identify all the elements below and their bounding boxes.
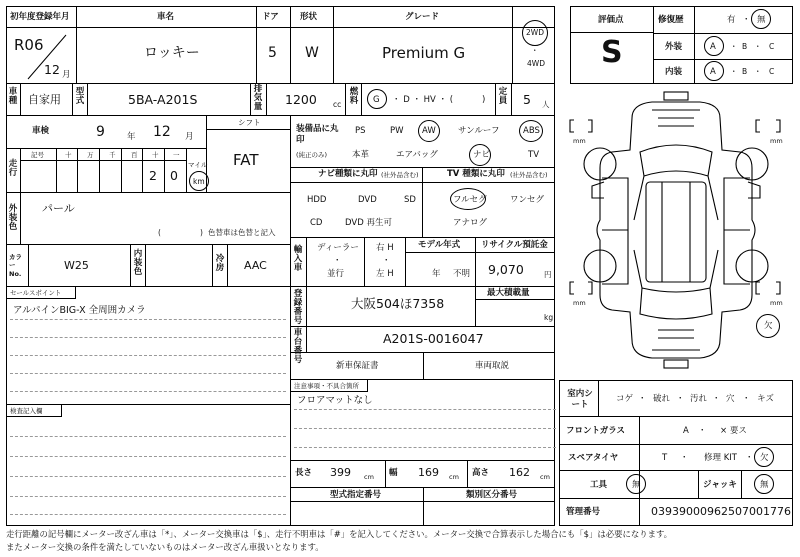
tv-oneseg: ワンセグ [510, 195, 545, 205]
recycle-unit: 円 [544, 270, 552, 279]
mileage-col-ten-thousand: 十 [65, 151, 72, 159]
capacity-unit: 人 [542, 100, 550, 109]
equip-abs: ABS [523, 126, 540, 136]
registration-value: 大阪504ほ7358 [351, 296, 445, 311]
footer-line-2: またメーター交換の条件を満たしていないものはメーター改ざん車扱いとなります。 [6, 542, 324, 552]
grade-label: グレード [405, 12, 440, 22]
shape-label: 形状 [300, 12, 318, 22]
mileage-digit-ten: 2 [149, 168, 157, 183]
navi-sd: SD [404, 195, 416, 205]
sales-point-text: アルパインBIG-X 全周囲カメラ [13, 305, 146, 316]
drive-4wd: 4WD [527, 59, 545, 68]
height-label: 高さ [472, 468, 490, 478]
mileage-mile: マイル [188, 161, 208, 169]
equip-pw: PW [390, 126, 404, 136]
equipment-label: 装備品に丸印 [296, 124, 339, 146]
mm-rear-left: mm [573, 299, 586, 307]
jack-label: ジャッキ [703, 480, 737, 490]
equip-tv: TV [528, 150, 540, 160]
displacement-value: 1200 [285, 92, 317, 107]
registration-label: 登録番号 [293, 289, 303, 326]
tv-analog: アナログ [453, 218, 488, 228]
max-load-label: 最大積載量 [487, 288, 530, 298]
interior-color-label: 内装色 [133, 249, 143, 277]
equip-ps: PS [355, 126, 366, 136]
equip-navi: ナビ [473, 150, 491, 160]
first-reg-month: 12 [44, 62, 60, 77]
equip-sunroof: サンルーフ [458, 126, 500, 136]
first-reg-month-unit: 月 [62, 70, 71, 80]
seat-label: 室内シート [567, 389, 593, 411]
fuel-g: G [373, 95, 380, 105]
ac-label: 冷房 [215, 254, 225, 273]
spare-dot-1: ・ [680, 453, 689, 463]
chassis-label: 車台番号 [293, 328, 303, 365]
mileage-col-hundred: 百 [131, 151, 138, 159]
exterior-label: 外装 [665, 42, 683, 52]
import-dealer: ディーラー [317, 243, 359, 253]
tv-type-note: (社外品含む) [510, 171, 548, 179]
navi-cd: CD [310, 218, 323, 228]
mileage-digit-one: 0 [170, 168, 178, 183]
navi-type-label: ナビ種類に丸印 [318, 169, 378, 179]
exterior-dot-1: ・ [730, 42, 738, 51]
exterior-dot-2: ・ [754, 42, 762, 51]
color-paren-close: ) [200, 228, 203, 237]
footer-line-1: 走行距離の記号欄にメーター改ざん車は「*」、メーター交換車は「$」、走行不明車は「#」を記入してください。メーター交換で合算表示した場合にも「$」は必要になります。 [6, 529, 673, 539]
first-reg-era-year: R06 [14, 36, 44, 54]
body-shape: W [305, 45, 319, 61]
fuel-close: ) [482, 95, 486, 105]
seat-yogore: 汚れ [690, 394, 708, 404]
car-name-label: 車名 [157, 12, 175, 22]
score-value: S [601, 35, 623, 70]
length-value: 399 [330, 466, 351, 479]
navi-type-note: (社外品含む) [381, 171, 419, 179]
manual-label: 車両取説 [475, 361, 510, 371]
ac-value: AAC [244, 259, 267, 272]
windshield-x: × 要ス [720, 426, 747, 436]
inspection-month: 12 [153, 124, 171, 140]
capacity-label: 定員 [498, 87, 508, 106]
import-dot: ・ [333, 256, 342, 266]
equip-airbag: エアバッグ [396, 150, 438, 160]
color-code-value: W25 [64, 259, 89, 272]
height-value: 162 [509, 466, 530, 479]
width-value: 169 [418, 466, 439, 479]
import-label: 輸入車 [293, 245, 303, 273]
door-count: 5 [268, 45, 277, 61]
mm-front-left: mm [573, 137, 586, 145]
displacement-label: 排気量 [253, 84, 263, 112]
width-unit: cm [449, 473, 459, 481]
spare-missing: 欠 [760, 453, 769, 463]
drive-sep: ・ [531, 46, 539, 55]
first-reg-label: 初年度登録年月 [10, 12, 70, 22]
drive-2wd: 2WD [526, 28, 544, 37]
score-label: 評価点 [598, 15, 624, 25]
interior-label: 内装 [665, 67, 683, 77]
max-load-unit: kg [544, 313, 554, 322]
capacity-value: 5 [523, 92, 531, 107]
color-code-label: カラーNo. [9, 253, 22, 278]
spare-t: T [662, 453, 668, 463]
color-label: 外装色 [8, 204, 18, 232]
tv-type-label: TV 種類に丸印 [447, 169, 505, 179]
type-number-label: 型式指定番号 [330, 490, 382, 500]
shift-value: FAT [233, 151, 259, 169]
length-unit: cm [364, 473, 374, 481]
mileage-col-man: 万 [87, 151, 94, 159]
equip-leather: 本革 [352, 150, 370, 160]
seat-ana: 穴 [726, 394, 735, 404]
interior-dot-1: ・ [730, 67, 738, 76]
mileage-sign-label: 記号 [31, 151, 44, 159]
color-value: パール [42, 202, 75, 215]
inspection-year: 9 [96, 124, 105, 140]
navi-hdd: HDD [307, 195, 327, 205]
model-year-label: モデル年式 [418, 240, 461, 250]
notes-label: 注意事項・不具合箇所 [294, 382, 359, 390]
car-name: ロッキー [144, 45, 200, 61]
inspector-label: 検査記入欄 [10, 407, 43, 415]
model-label: 型式 [75, 87, 85, 106]
notes-text: フロアマットなし [297, 395, 373, 406]
repair-history-label: 修復歴 [658, 15, 684, 25]
model-year-unknown: 不明 [453, 269, 471, 279]
tools-label: 工具 [590, 480, 608, 490]
chassis-value: A201S-0016047 [383, 331, 484, 346]
tv-fullseg: フルセグ [453, 195, 487, 205]
mgmt-label: 管理番号 [566, 507, 601, 517]
mileage-km: km [193, 177, 205, 186]
inspection-year-unit: 年 [127, 132, 136, 142]
equipment-sublabel: (純正のみ) [296, 151, 328, 159]
interior-a: A [710, 67, 716, 77]
seat-dot-4: ・ [742, 394, 751, 404]
interior-c: C [769, 67, 775, 76]
exterior-c: C [769, 42, 775, 51]
interior-dot-2: ・ [754, 67, 762, 76]
recycle-value: 9,070 [488, 262, 524, 277]
warranty-label: 新車保証書 [336, 361, 379, 371]
recycle-label: リサイクル預託金 [481, 240, 548, 250]
windshield-a: A [683, 426, 689, 436]
mileage-col-thousand: 千 [109, 151, 116, 159]
interior-b: B [742, 67, 748, 76]
import-left-h: 左 H [376, 269, 394, 279]
use-value: 自家用 [28, 93, 61, 106]
class-number-label: 類別区分番号 [466, 490, 518, 500]
windshield-label: フロントガラス [566, 426, 625, 436]
seat-dot-1: ・ [638, 394, 647, 404]
mgmt-value: 03939000962507001776 [651, 505, 791, 518]
spare-kit: 修理 KIT [704, 453, 737, 463]
fuel-label: 燃料 [349, 87, 359, 106]
seat-yabure: 破れ [653, 394, 671, 404]
spare-label: スペアタイヤ [568, 453, 619, 463]
mileage-col-one: 一 [173, 151, 180, 159]
mileage-label: 走行 [8, 159, 18, 178]
model-value: 5BA-A201S [128, 92, 198, 107]
inspection-label: 車検 [32, 126, 50, 136]
repair-dot: ・ [742, 15, 751, 25]
model-year-unit: 年 [432, 269, 441, 279]
import-handle-dot: ・ [382, 256, 391, 266]
jack-none: 無 [760, 480, 769, 490]
import-right-h: 右 H [376, 243, 394, 253]
navi-dvd-play: DVD 再生可 [345, 218, 392, 228]
color-note: 色替車は色替と記入 [208, 228, 276, 237]
width-label: 幅 [389, 468, 398, 478]
repair-yes: 有 [727, 15, 736, 25]
use-label: 車種 [8, 87, 18, 106]
import-parallel: 並行 [327, 269, 345, 279]
navi-dvd: DVD [358, 195, 377, 205]
length-label: 長さ [295, 468, 313, 478]
spare-dot-2: ・ [745, 453, 754, 463]
seat-dot-3: ・ [712, 394, 721, 404]
mileage-col-ten: 十 [152, 151, 159, 159]
grade-value: Premium G [382, 44, 466, 62]
tools-none: 無 [632, 480, 641, 490]
height-unit: cm [540, 473, 550, 481]
door-label: ドア [262, 12, 279, 22]
fuel-options: ・ D ・ HV ・ ( [392, 95, 454, 105]
car-body-diagram [562, 90, 790, 380]
windshield-dot: ・ [698, 426, 707, 436]
exterior-a: A [710, 42, 716, 52]
displacement-unit: cc [333, 100, 342, 109]
exterior-b: B [742, 42, 748, 51]
inspection-month-unit: 月 [185, 132, 194, 142]
shift-label: シフト [238, 118, 261, 127]
seat-koge: コゲ [616, 394, 634, 404]
mm-rear-right: mm [770, 299, 783, 307]
equip-aw: AW [422, 126, 436, 136]
mm-front-right: mm [770, 137, 783, 145]
sales-point-label: セールスポイント [10, 289, 62, 297]
color-paren-open: ( [158, 228, 161, 237]
seat-kizu: キズ [757, 394, 774, 404]
diagram-missing: 欠 [764, 321, 773, 331]
repair-no: 無 [757, 15, 766, 25]
seat-dot-2: ・ [676, 394, 685, 404]
